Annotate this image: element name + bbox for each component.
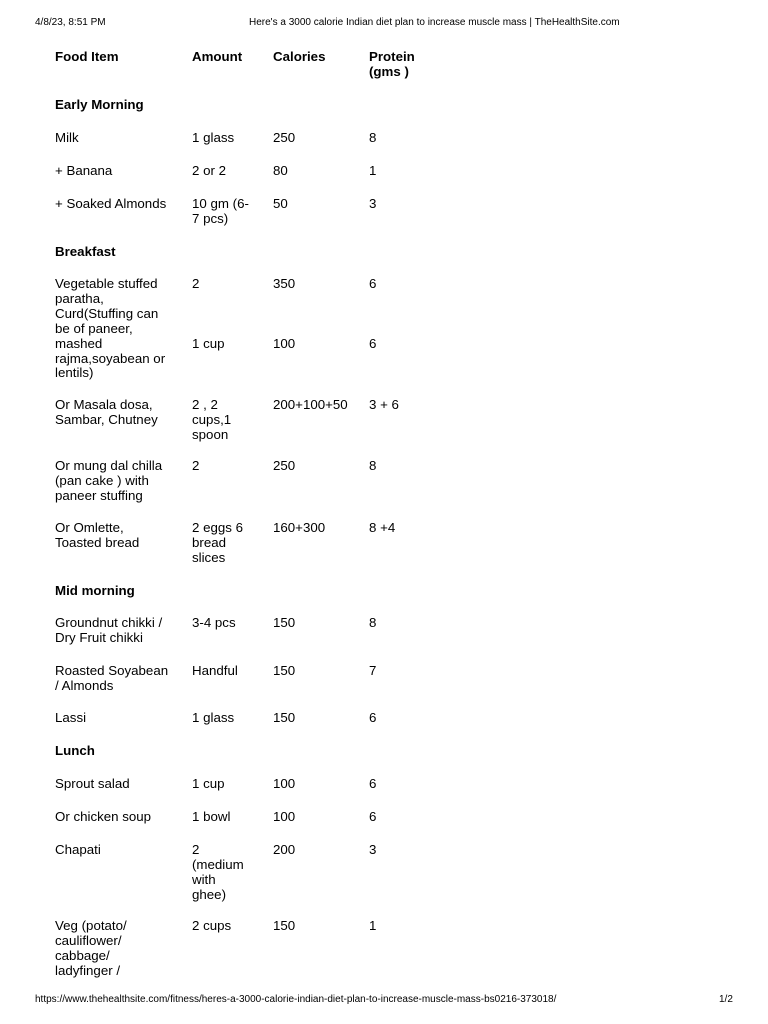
amount-cell: 2 1 cup [192,276,225,351]
amount-cell: 2 eggs 6 bread slices [192,520,244,565]
calories-cell: 250 [273,458,296,473]
protein-cell: 6 [369,710,377,725]
calories-cell: 350 100 [273,276,296,351]
amount-cell: 2 , 2 cups,1 spoon [192,397,232,442]
food-item-cell: Or mung dal chilla (pan cake ) with paneer stuffing [55,458,163,503]
food-item-cell: Milk [55,130,79,145]
print-header-date: 4/8/23, 8:51 PM [35,17,106,28]
amount-cell: 2 cups [192,918,232,933]
food-item-cell: Or Omlette, Toasted bread [55,520,140,550]
food-item-cell: Lassi [55,710,87,725]
protein-cell: 8 [369,458,377,473]
column-header-amount: Amount [192,49,243,64]
amount-cell: 1 cup [192,776,225,791]
protein-cell: 6 [369,776,377,791]
food-item-cell: Veg (potato/ cauliflower/ cabbage/ ladyfinger / [55,918,127,978]
protein-cell: 3 + 6 [369,397,399,412]
protein-cell: 8 [369,130,377,145]
print-footer-page-number: 1/2 [719,994,733,1005]
food-item-cell: Vegetable stuffed paratha, Curd(Stuffing can be of paneer, mashed rajma,soyabean or lentils) [55,276,166,381]
food-item-cell: Or Masala dosa, Sambar, Chutney [55,397,158,427]
print-footer-url[interactable]: https://www.thehealthsite.com/fitness/heres-a-3000-calorie-indian-diet-plan-to-increase-muscle-mass-bs0216-373018/ [35,994,557,1005]
protein-cell: 6 6 [369,276,377,351]
food-item-cell: Chapati [55,842,101,857]
calories-cell: 150 [273,615,296,630]
calories-cell: 150 [273,710,296,725]
calories-cell: 250 [273,130,296,145]
calories-cell: 200+100+50 [273,397,348,412]
food-item-cell: + Banana [55,163,113,178]
amount-cell: 10 gm (6- 7 pcs) [192,196,249,226]
calories-cell: 160+300 [273,520,326,535]
calories-cell: 150 [273,663,296,678]
protein-cell: 3 [369,196,377,211]
protein-cell: 1 [369,918,377,933]
calories-cell: 150 [273,918,296,933]
protein-cell: 6 [369,809,377,824]
calories-cell: 80 [273,163,288,178]
column-header-protein: Protein (gms ) [369,49,415,79]
food-item-cell: Or chicken soup [55,809,152,824]
section-heading: Mid morning [55,583,135,598]
column-header-calories: Calories [273,49,326,64]
calories-cell: 50 [273,196,288,211]
food-item-cell: Groundnut chikki / Dry Fruit chikki [55,615,163,645]
protein-cell: 8 +4 [369,520,396,535]
calories-cell: 100 [273,776,296,791]
food-item-cell: + Soaked Almonds [55,196,167,211]
section-heading: Breakfast [55,244,116,259]
protein-cell: 7 [369,663,377,678]
amount-cell: 2 [192,458,200,473]
amount-cell: 1 glass [192,130,235,145]
section-heading: Lunch [55,743,95,758]
amount-cell: 3-4 pcs [192,615,236,630]
protein-cell: 1 [369,163,377,178]
column-header-food-item: Food Item [55,49,119,64]
food-item-cell: Roasted Soyabean / Almonds [55,663,169,693]
amount-cell: 2 (medium with ghee) [192,842,244,902]
amount-cell: 2 or 2 [192,163,227,178]
protein-cell: 8 [369,615,377,630]
print-header-title: Here's a 3000 calorie Indian diet plan to increase muscle mass | TheHealthSite.com [249,17,620,28]
protein-cell: 3 [369,842,377,857]
amount-cell: Handful [192,663,238,678]
calories-cell: 200 [273,842,296,857]
section-heading: Early Morning [55,97,144,112]
amount-cell: 1 glass [192,710,235,725]
amount-cell: 1 bowl [192,809,231,824]
calories-cell: 100 [273,809,296,824]
food-item-cell: Sprout salad [55,776,130,791]
